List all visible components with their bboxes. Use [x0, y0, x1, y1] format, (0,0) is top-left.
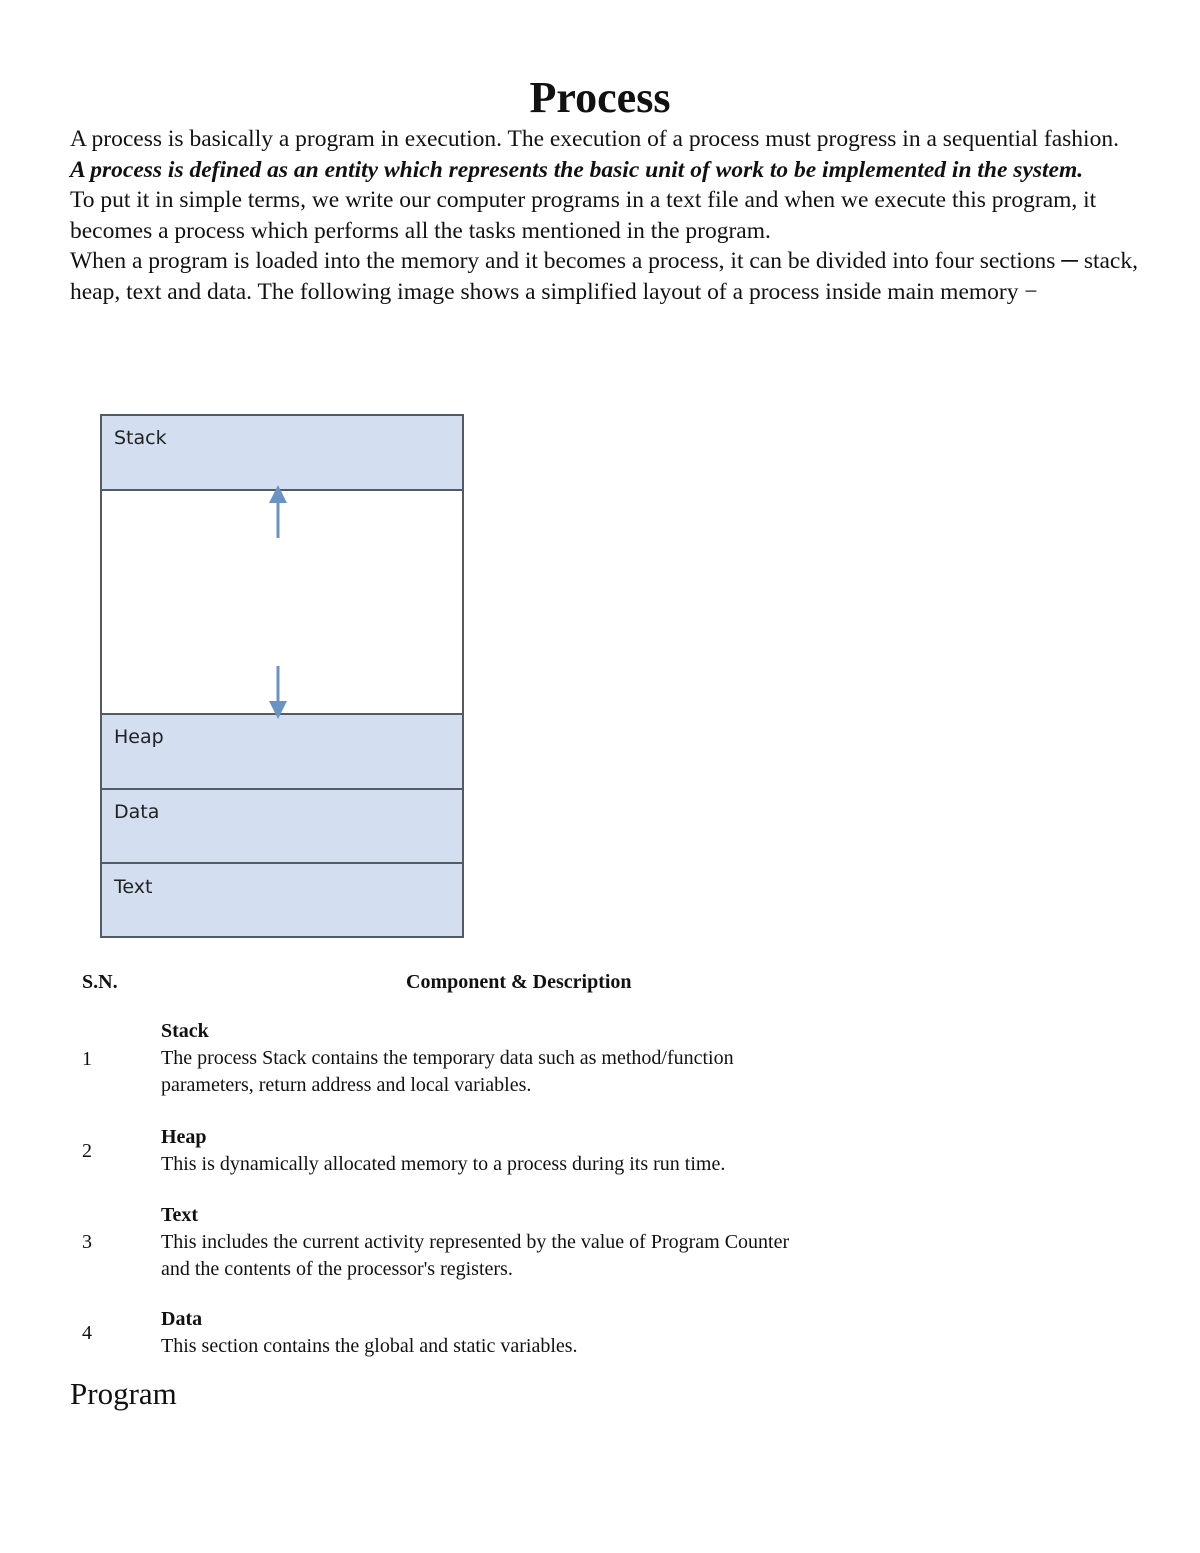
table-header-sn: S.N. [82, 971, 118, 993]
stack-label: Stack [114, 427, 167, 449]
component-name: Stack [161, 1020, 209, 1042]
text-label: Text [114, 876, 153, 898]
row-number: 2 [82, 1140, 92, 1162]
component-description: This is dynamically allocated memory to a process during its run time. [161, 1153, 726, 1175]
heap-label: Heap [114, 726, 164, 748]
page-title: Process [529, 73, 671, 122]
component-description: This includes the current activity represented by the value of Program Counter [161, 1231, 790, 1253]
body-text [70, 124, 1140, 307]
row-content [161, 1202, 921, 1283]
data-label: Data [114, 801, 160, 823]
text-segment [101, 863, 463, 937]
component-description: parameters, return address and local variables. [161, 1074, 532, 1096]
component-name: Heap [161, 1126, 207, 1148]
component-name: Text [161, 1204, 199, 1226]
row-content [161, 1124, 921, 1178]
row-content [161, 1018, 921, 1099]
paragraph-simple-terms: To put it in simple terms, we write our computer programs in a text file and when we execute this program, it becomes a process which performs all the tasks mentioned in the program. [70, 187, 1097, 244]
paragraph-sections: When a program is loaded into the memory and it becomes a process, it can be divided into four sections ─ stack, heap, text and data. The following image shows a simplified layout of a process inside main memory − [70, 248, 1138, 305]
free-space-segment [101, 490, 463, 714]
component-description: The process Stack contains the temporary data such as method/function [161, 1047, 734, 1069]
row-number: 3 [82, 1231, 92, 1253]
row-number: 1 [82, 1048, 92, 1070]
row-content [161, 1306, 921, 1360]
row-number: 4 [82, 1322, 92, 1344]
component-name: Data [161, 1308, 203, 1330]
section-heading-program: Program [70, 1376, 177, 1411]
table-header-description: Component & Description [406, 971, 632, 993]
paragraph-intro: A process is basically a program in execution. The execution of a process must progress in a sequential fashion. [70, 126, 1119, 152]
component-description: and the contents of the processor's registers. [161, 1258, 513, 1280]
paragraph-definition: A process is defined as an entity which represents the basic unit of work to be implemented in the system. [70, 156, 1084, 183]
component-description: This section contains the global and static variables. [161, 1335, 578, 1357]
process-memory-diagram [100, 414, 465, 938]
